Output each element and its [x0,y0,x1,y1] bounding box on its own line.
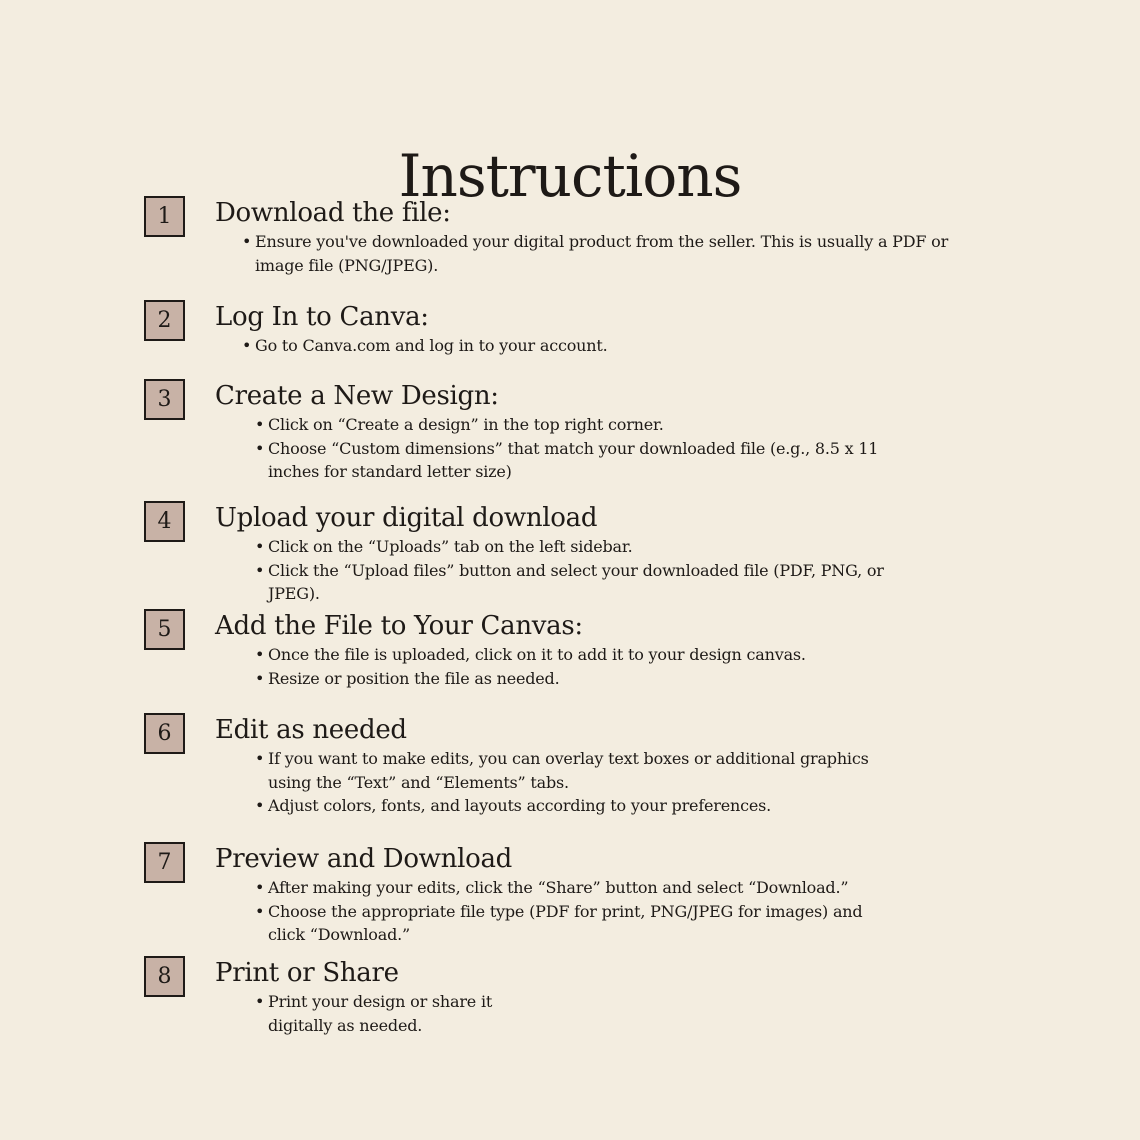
step-bullet: • Click on “Create a design” in the top right corner. [255,413,895,437]
step-bullet-list [255,535,915,606]
step-title: Upload your digital download [215,503,598,533]
step-bullet-list [255,990,545,1037]
step-number-badge: 4 [144,501,185,542]
step-bullet: • Choose the appropriate file type (PDF for print, PNG/JPEG for images) and click “Download.” [255,900,895,947]
step-bullet: • Ensure you've downloaded your digital product from the seller. This is usually a PDF or image file (PNG/JPEG). [242,230,977,277]
page-title: Instructions [398,141,742,210]
step-title: Preview and Download [215,844,512,874]
step-title: Log In to Canva: [215,302,429,332]
step-number-badge: 2 [144,300,185,341]
step-title: Add the File to Your Canvas: [215,611,583,641]
step-bullet-list [255,747,895,818]
step-number-badge: 8 [144,956,185,997]
step-number-badge: 7 [144,842,185,883]
step-bullet-list [255,413,895,484]
step-bullet: • Click on the “Uploads” tab on the left sidebar. [255,535,915,559]
step-title: Edit as needed [215,715,407,745]
step-bullet: • Once the file is uploaded, click on it to add it to your design canvas. [255,643,915,667]
step-number-badge: 6 [144,713,185,754]
step-title: Create a New Design: [215,381,499,411]
step-bullet: • Go to Canva.com and log in to your account. [242,334,977,358]
step-bullet: • After making your edits, click the “Share” button and select “Download.” [255,876,895,900]
step-title: Download the file: [215,198,451,228]
step-bullet-list [242,334,977,358]
step-number-badge: 5 [144,609,185,650]
step-number-badge: 3 [144,379,185,420]
step-number-badge: 1 [144,196,185,237]
step-bullet-list [255,643,915,690]
step-bullet: • Adjust colors, fonts, and layouts according to your preferences. [255,794,895,818]
step-bullet-list [255,876,895,947]
step-bullet: • Resize or position the file as needed. [255,667,915,691]
step-bullet: • Print your design or share it digitally as needed. [255,990,545,1037]
step-bullet: • Click the “Upload files” button and select your downloaded file (PDF, PNG, or JPEG). [255,559,915,606]
step-title: Print or Share [215,958,399,988]
step-bullet: • Choose “Custom dimensions” that match your downloaded file (e.g., 8.5 x 11 inches for standard letter size) [255,437,895,484]
step-bullet: • If you want to make edits, you can overlay text boxes or additional graphics using the “Text” and “Elements” tabs. [255,747,895,794]
step-bullet-list [242,230,977,277]
